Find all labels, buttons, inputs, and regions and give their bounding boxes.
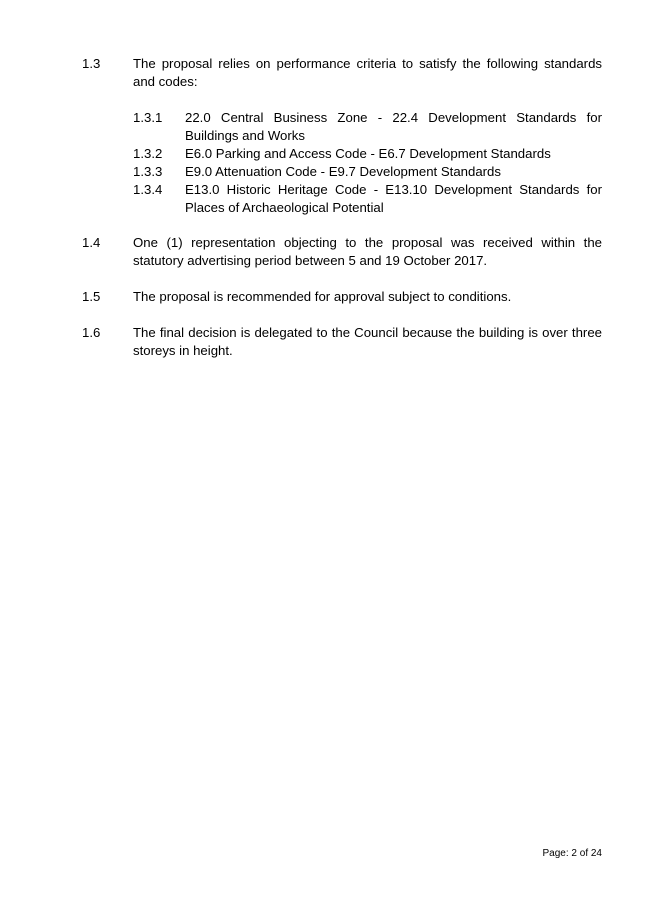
subparagraph-text: E13.0 Historic Heritage Code - E13.10 Development Standards for Places of Archaeological Potential (185, 182, 602, 215)
subparagraph-text: 22.0 Central Business Zone - 22.4 Development Standards for Buildings and Works (185, 110, 602, 143)
paragraph-1-4 (82, 234, 602, 270)
subparagraph-number: 1.3.3 (133, 164, 163, 179)
page-number-footer: Page: 2 of 24 (542, 848, 602, 859)
subparagraph-1-3-1 (133, 109, 602, 145)
paragraph-1-3 (82, 55, 602, 91)
paragraph-text: The final decision is delegated to the Council because the building is over three storeys in height. (133, 325, 602, 358)
paragraph-text: The proposal relies on performance criteria to satisfy the following standards and codes: (133, 56, 602, 89)
subparagraph-number: 1.3.2 (133, 146, 163, 161)
paragraph-text: The proposal is recommended for approval subject to conditions. (133, 289, 512, 304)
paragraph-number: 1.6 (82, 325, 101, 340)
subparagraph-number: 1.3.1 (133, 110, 163, 125)
paragraph-number: 1.5 (82, 289, 101, 304)
subparagraph-text: E6.0 Parking and Access Code - E6.7 Development Standards (185, 146, 551, 161)
subparagraph-text: E9.0 Attenuation Code - E9.7 Development Standards (185, 164, 501, 179)
subparagraph-1-3-4 (133, 181, 602, 217)
subparagraph-1-3-2 (133, 145, 602, 163)
paragraph-number: 1.4 (82, 235, 101, 250)
subparagraph-number: 1.3.4 (133, 182, 163, 197)
paragraph-number: 1.3 (82, 56, 101, 71)
subparagraph-1-3-3 (133, 163, 602, 181)
paragraph-text: One (1) representation objecting to the proposal was received within the statutory advertising period between 5 and 19 October 2017. (133, 235, 602, 268)
paragraph-1-5 (82, 288, 602, 306)
paragraph-1-6 (82, 324, 602, 360)
